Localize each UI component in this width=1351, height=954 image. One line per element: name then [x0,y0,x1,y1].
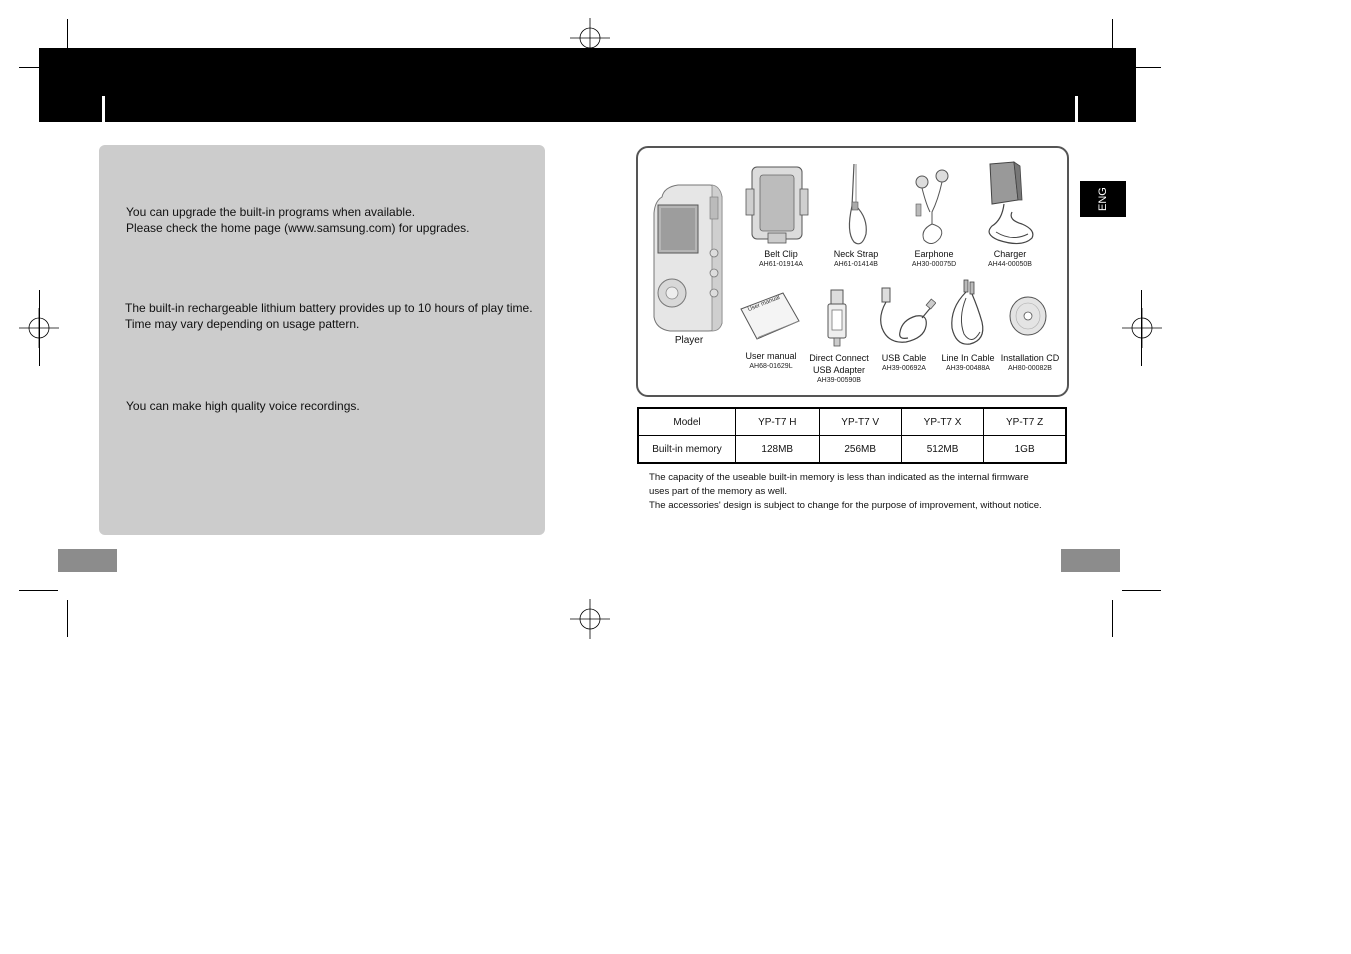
table-cell-model: YP-T7 X [901,408,983,436]
table-row-label: Built-in memory [638,436,736,464]
accessory-name: Charger [993,249,1027,259]
accessory-name: Installation CD [1000,353,1060,363]
charger-icon [982,160,1038,250]
user-manual-cover-text: User manual [747,294,781,314]
feature-text: You can upgrade the built-in programs when available. [126,205,416,219]
neck-strap-item [826,248,886,270]
accessory-name: Player [674,335,704,346]
language-tab [1080,181,1126,217]
registration-mark-icon [1122,308,1162,348]
line-in-cable-item [938,352,998,374]
table-cell-memory: 1GB [984,436,1066,464]
charger-item [980,248,1040,270]
feature-text: The built-in rechargeable lithium battery provides up to 10 hours of play time. [125,301,533,315]
crop-mark [1112,19,1113,48]
accessory-code: AH61-01914A [759,261,803,268]
belt-clip-item [748,248,814,270]
header-marker-right [1075,96,1078,122]
page-number-tab-left [58,549,117,572]
crop-mark [67,600,68,637]
feature-upgrade [126,204,470,236]
accessory-name: Belt Clip [764,249,798,259]
registration-mark-icon [570,599,610,639]
user-manual-item [741,350,801,372]
accessory-code: AH30-00075D [911,261,957,268]
accessory-code: AH68-01629L [749,363,793,370]
crop-mark [19,590,58,591]
usb-cable-item [874,352,934,374]
accessory-name: Neck Strap [833,249,879,259]
neck-strap-icon [842,162,872,248]
accessory-code: AH61-01414B [834,261,878,268]
registration-mark-icon [570,18,610,58]
table-cell-model: YP-T7 Z [984,408,1066,436]
feature-text: Time may vary depending on usage pattern. [125,317,360,331]
header-bar [39,48,1136,122]
crop-mark [39,290,40,366]
table-cell-model: YP-T7 V [819,408,901,436]
accessory-name: USB Adapter [812,365,866,375]
player-item [660,335,718,347]
table-cell-model: YP-T7 H [736,408,820,436]
usb-adapter-icon [826,288,848,348]
accessory-name: Line In Cable [941,353,995,363]
page-number-tab-right [1061,549,1120,572]
feature-battery [125,300,533,332]
accessory-name: User manual [745,351,797,361]
table-cell-memory: 256MB [819,436,901,464]
accessory-name: USB Cable [881,353,927,363]
belt-clip-icon [744,163,810,247]
accessory-code: AH39-00488A [946,365,990,372]
table-row [638,436,1066,464]
crop-mark [1141,290,1142,366]
header-marker-left [102,96,105,122]
note-text: The accessories' design is subject to change for the purpose of improvement, without notice. [649,500,1042,511]
crop-mark [1122,590,1161,591]
player-icon [650,183,725,333]
accessory-code: AH44-00050B [988,261,1032,268]
table-row [638,408,1066,436]
feature-text: You can make high quality voice recordings. [126,399,360,413]
accessory-code: AH80-00082B [1008,365,1052,372]
note-text: The capacity of the useable built-in memory is less than indicated as the internal firmware [649,472,1029,483]
crop-mark [1112,600,1113,637]
crop-mark [1136,67,1161,68]
note-text: uses part of the memory as well. [649,486,788,497]
feature-text: Please check the home page (www.samsung.com) for upgrades. [126,221,470,235]
earphone-item [904,248,964,270]
feature-voice-recording [126,398,360,414]
accessory-code: AH39-00590B [817,377,861,384]
usb-adapter-item [805,352,873,386]
table-cell-memory: 128MB [736,436,820,464]
user-manual-icon [737,291,801,341]
installation-cd-item [996,352,1064,374]
usb-cable-icon [876,286,936,350]
table-header-label: Model [638,408,736,436]
accessory-code: AH39-00692A [882,365,926,372]
crop-mark [19,67,39,68]
line-in-cable-icon [944,278,992,350]
crop-mark [67,19,68,48]
accessory-name: Earphone [914,249,954,259]
table-cell-memory: 512MB [901,436,983,464]
earphone-icon [910,164,956,248]
installation-cd-icon [1008,295,1048,337]
language-label: ENG [1097,187,1109,211]
accessory-name: Direct Connect [809,353,869,363]
memory-table [637,407,1067,464]
